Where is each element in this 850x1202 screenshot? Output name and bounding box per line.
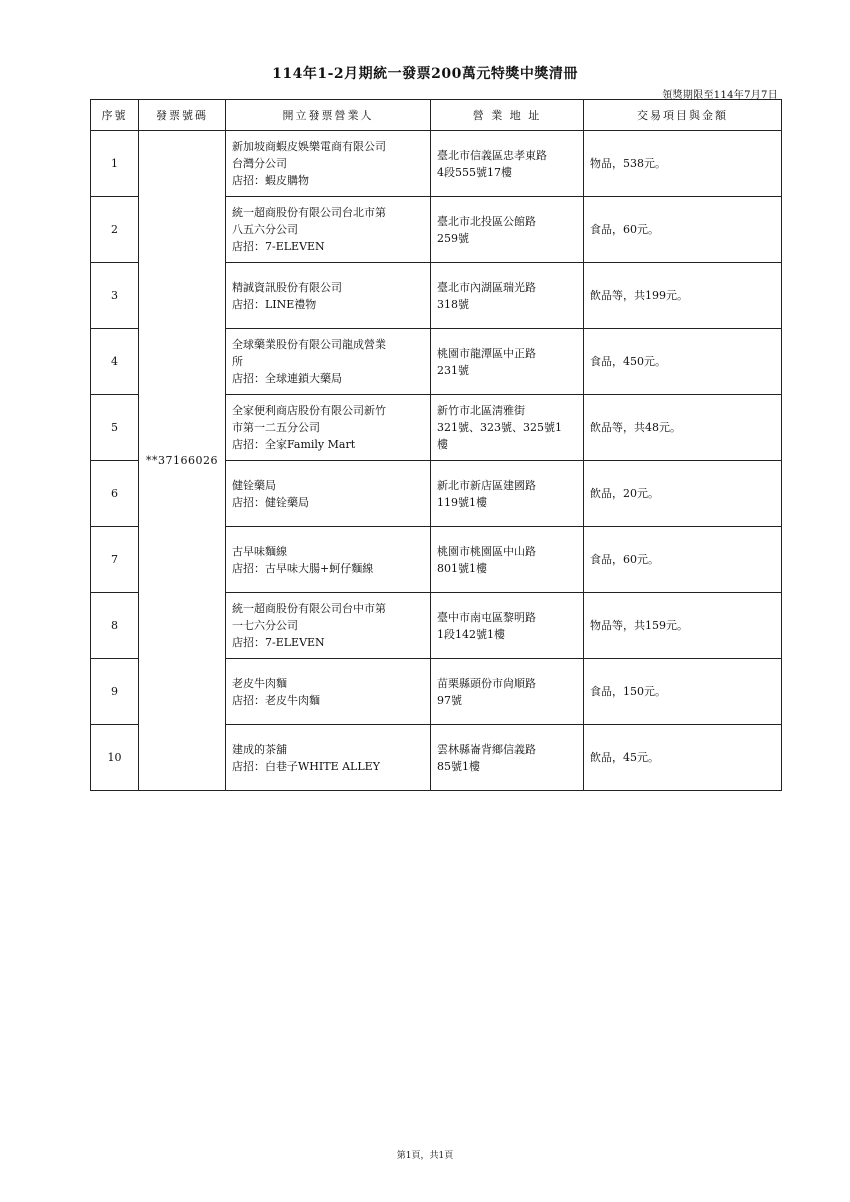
merchant-line: 店招：健铨藥局 [232, 495, 309, 509]
merchant-line: 店招：蝦皮購物 [232, 174, 309, 187]
address-line: 97號 [437, 693, 462, 707]
address-line: 桃園市龍潭區中正路 [437, 346, 536, 360]
merchant-line: 全家便利商店股份有限公司新竹 [232, 404, 386, 417]
row-merchant [226, 659, 431, 725]
merchant-line: 店招：LINE禮物 [232, 297, 317, 311]
row-address [431, 395, 584, 461]
address-line: 4段555號17樓 [437, 165, 512, 179]
row-seq: 6 [91, 461, 139, 527]
merchant-line: 建成的茶舖 [232, 742, 287, 756]
merchant-line: 台灣分公司 [232, 157, 287, 170]
address-line: 801號1樓 [437, 561, 487, 575]
row-seq: 9 [91, 659, 139, 725]
row-merchant [226, 131, 431, 197]
row-merchant [226, 197, 431, 263]
row-items-amount: 食品，450元。 [584, 329, 782, 395]
row-merchant [226, 461, 431, 527]
row-address [431, 527, 584, 593]
table-header-row [91, 100, 782, 131]
merchant-line: 店招：全球連鎖大藥局 [232, 372, 342, 385]
address-line: 1段142號1樓 [437, 627, 505, 641]
row-address [431, 197, 584, 263]
winners-table [90, 99, 782, 791]
address-line: 321號、323號、325號1 [437, 421, 562, 434]
row-items-amount: 食品，60元。 [584, 197, 782, 263]
row-items-amount: 食品，60元。 [584, 527, 782, 593]
document-title: 114年1-2月期統一發票200萬元特獎中獎清冊 [272, 66, 578, 82]
address-line: 231號 [437, 363, 469, 377]
merchant-line: 全球藥業股份有限公司龍成營業 [232, 338, 386, 351]
row-merchant [226, 263, 431, 329]
merchant-line: 店招：7-ELEVEN [232, 240, 325, 253]
row-merchant [226, 329, 431, 395]
row-seq: 7 [91, 527, 139, 593]
row-seq: 8 [91, 593, 139, 659]
header-merchant: 開立發票營業人 [226, 100, 431, 131]
merchant-line: 一七六分公司 [232, 619, 298, 632]
header-seq: 序號 [91, 100, 139, 131]
row-seq: 5 [91, 395, 139, 461]
merchant-line: 店招：7-ELEVEN [232, 636, 325, 649]
row-items-amount: 飲品，20元。 [584, 461, 782, 527]
merchant-line: 老皮牛肉麵 [232, 676, 287, 690]
row-seq: 10 [91, 725, 139, 791]
merchant-line: 統一超商股份有限公司台北市第 [232, 206, 386, 219]
row-seq: 1 [91, 131, 139, 197]
address-line: 雲林縣崙背鄉信義路 [437, 742, 536, 756]
row-address [431, 725, 584, 791]
header-invoice-number: 發票號碼 [139, 100, 226, 131]
merchant-line: 市第一二五分公司 [232, 421, 320, 434]
row-merchant [226, 725, 431, 791]
row-items-amount: 飲品等，共199元。 [584, 263, 782, 329]
header-items: 交易項目與金額 [584, 100, 782, 131]
merchant-line: 店招：全家Family Mart [232, 438, 356, 451]
row-address [431, 131, 584, 197]
merchant-line: 健铨藥局 [232, 478, 276, 492]
header-address: 營 業 地 址 [431, 100, 584, 131]
row-items-amount: 食品，150元。 [584, 659, 782, 725]
merchant-line: 店招：白巷子WHITE ALLEY [232, 759, 380, 773]
address-line: 259號 [437, 231, 469, 245]
row-seq: 3 [91, 263, 139, 329]
row-seq: 2 [91, 197, 139, 263]
address-line: 臺北市信義區忠孝東路 [437, 148, 547, 162]
row-seq: 4 [91, 329, 139, 395]
address-line: 苗栗縣頭份市尙順路 [437, 676, 536, 690]
merchant-line: 店招：古早味大腸+蚵仔麵線 [232, 561, 374, 575]
row-merchant [226, 527, 431, 593]
merchant-line: 古早味麵線 [232, 544, 287, 558]
page-number: 第1頁，共1頁 [396, 1151, 454, 1161]
row-merchant [226, 395, 431, 461]
row-address [431, 593, 584, 659]
merchant-line: 所 [232, 355, 243, 368]
address-line: 樓 [437, 438, 448, 451]
row-address [431, 329, 584, 395]
address-line: 119號1樓 [437, 495, 487, 509]
address-line: 臺北市內湖區瑞光路 [437, 280, 536, 294]
merchant-line: 精誠資訊股份有限公司 [232, 280, 342, 294]
row-items-amount: 飲品等，共48元。 [584, 395, 782, 461]
row-address [431, 659, 584, 725]
row-merchant [226, 593, 431, 659]
address-line: 新北市新店區建國路 [437, 478, 536, 492]
row-address [431, 461, 584, 527]
address-line: 臺北市北投區公館路 [437, 214, 536, 228]
table-row [91, 131, 782, 197]
address-line: 318號 [437, 297, 469, 311]
merchant-line: 統一超商股份有限公司台中市第 [232, 602, 386, 615]
row-items-amount: 物品，538元。 [584, 131, 782, 197]
address-line: 臺中市南屯區黎明路 [437, 610, 536, 624]
row-address [431, 263, 584, 329]
row-items-amount: 飲品，45元。 [584, 725, 782, 791]
address-line: 85號1樓 [437, 759, 480, 773]
merchant-line: 店招：老皮牛肉麵 [232, 693, 320, 707]
merchant-line: 八五六分公司 [232, 223, 298, 236]
address-line: 新竹市北區淸雅街 [437, 404, 525, 417]
invoice-number: **37166026 [139, 131, 226, 791]
row-items-amount: 物品等，共159元。 [584, 593, 782, 659]
claim-deadline: 領獎期限至114年7月7日 [662, 90, 778, 101]
merchant-line: 新加坡商蝦皮娛樂電商有限公司 [232, 140, 386, 153]
address-line: 桃園市桃園區中山路 [437, 544, 536, 558]
